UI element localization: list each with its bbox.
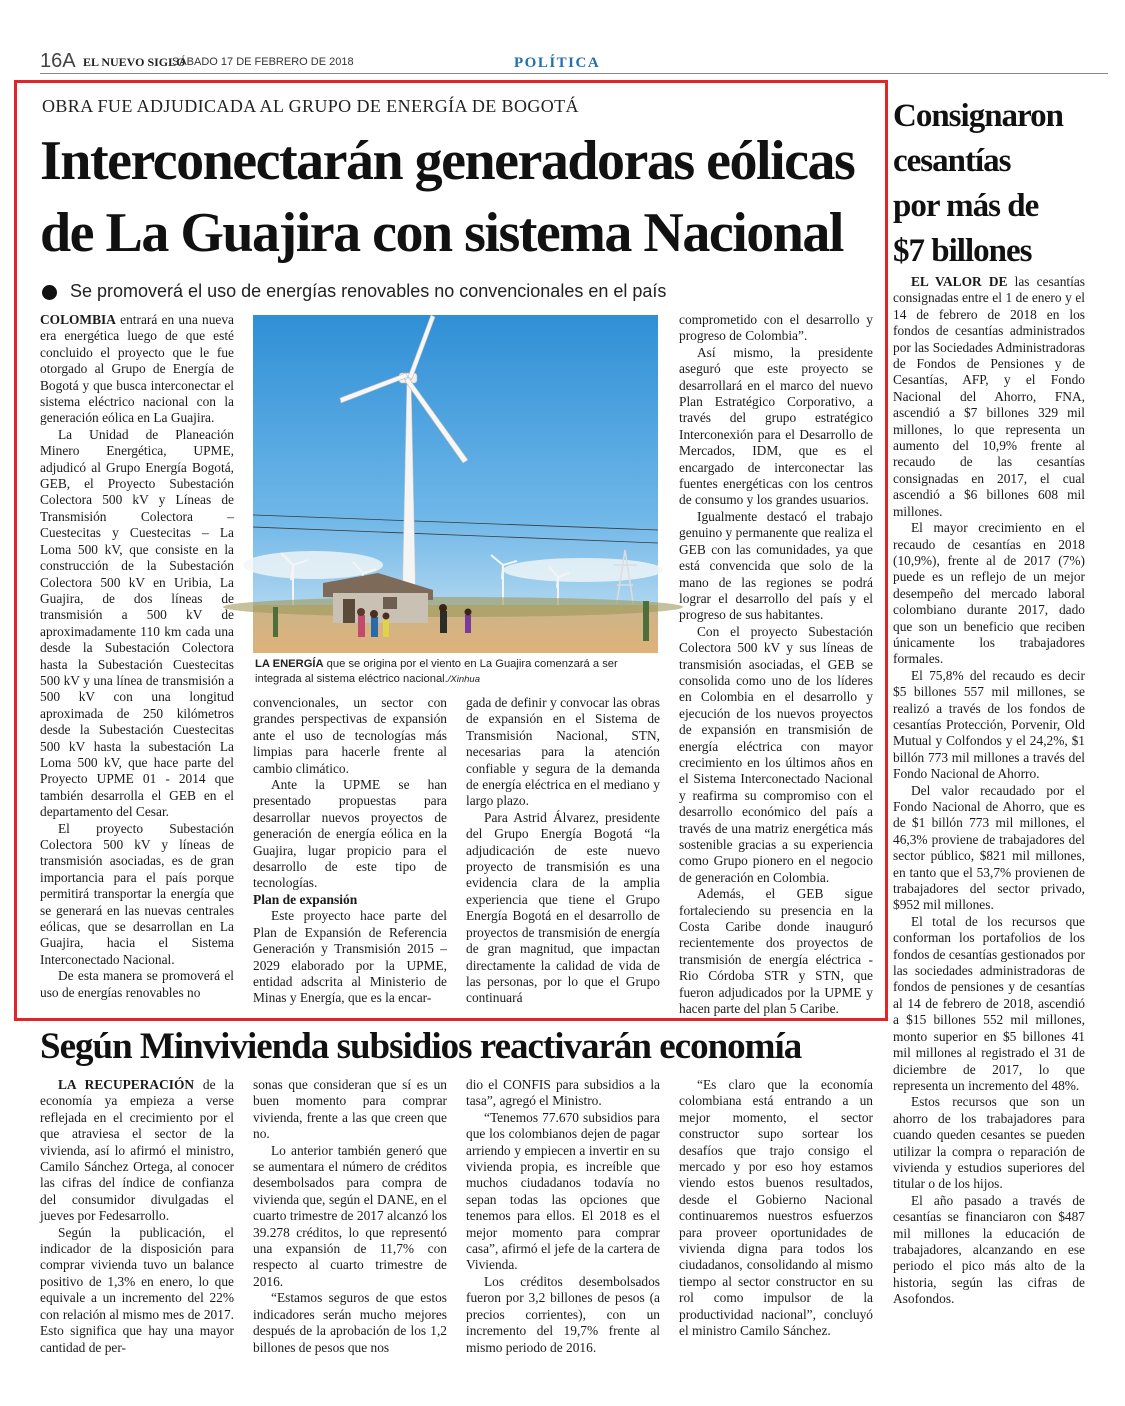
paragraph: dio el CONFIS para subsidios a la tasa”, agregó el Ministro.: [466, 1077, 660, 1109]
side-column: [893, 274, 1085, 1384]
subtitle-bullet-icon: [42, 285, 57, 300]
page-number: 16A: [40, 50, 76, 72]
newspaper-name: EL NUEVO SIGLO: [83, 55, 186, 69]
paragraph: “Tenemos 77.670 subsidios para que los colombianos dejen de pagar arriendo y empiecen a invertir en su vivienda propia, es increíble que muchos ciudadanos todavía no sepan todas las opciones que tenemos para ellos. El 2018 es el mejor momento para comprar casa”, afirmó el jefe de la cartera de Vivienda.: [466, 1109, 660, 1273]
caption-text: que se origina por el viento en La Guajira comenzará a ser integrada al sistema eléctrico nacional.: [255, 658, 618, 685]
paragraph: El proyecto Subestación Colectora 500 kV y líneas de transmisión asociadas, es de gran importancia para el país porque permitirá transportar la energía que se generará en las nuevas centrales eólicas, que se desarrollan en La Guajira, hacia el Sistema Interconectado Nacional.: [40, 820, 234, 967]
paragraph: de la economía ya empieza a verse reflejada en el crecimiento por el que atraviesa el sector de la vivienda, así lo afirmó el ministro, Camilo Sánchez Ortega, al conocer las cifras del índice de confianza del consumidor divulgadas el jueves por Fedesarrollo.: [40, 1077, 234, 1224]
paragraph: entrará en una nueva era energética luego de que esté concluido el proyecto que le fue otorgado al Grupo de Energía de Bogotá y que busca interconectar el sistema eléctrico nacional con la generación eólica en La Guajira.: [40, 312, 234, 426]
subheading: Plan de expansión: [253, 891, 358, 907]
bottom-column-4: [679, 1077, 873, 1397]
paragraph: Este proyecto hace parte del Plan de Expansión de Referencia Generación y Transmisión 2015 – 2029 elaborado por la UPME, entidad adscrita al Ministerio de Minas y Energía, que es la encar-: [253, 908, 447, 1006]
paragraph: Del valor recaudado por el Fondo Nacional de Ahorro, que es de $1 billón 773 mil millones, el 46,3% proviene de trabajadores del sector público, $821 mil millones, en tanto que el 53,7% provienen de trabajadores del sector privado, $952 mil millones.: [893, 782, 1085, 913]
paragraph: Ante la UPME se han presentado propuestas para desarrollar nuevos proyectos de generación de energía eólica en la Guajira, lugar propicio para el desarrollo de este tipo de tecnologías.: [253, 777, 447, 891]
side-headline-line: por más de: [893, 188, 1039, 224]
side-headline-line: Consignaron: [893, 98, 1063, 134]
paragraph: Para Astrid Álvarez, presidente del Grupo Energía Bogotá “la adjudicación de este nuevo proyecto de transmisión es una evidencia clara de la amplia experiencia que tiene el Grupo Energía Bogotá en el desarrollo de proyectos de transmisión de energía de gran magnitud, que impactan directamente la calidad de vida de las personas, por lo que el Grupo continuará: [466, 809, 660, 1006]
lead-word: COLOMBIA: [40, 312, 116, 327]
section-label: POLÍTICA: [514, 55, 601, 71]
paragraph: El total de los recursos que conforman los portafolios de los fondos de cesantías gestionados por las sociedades administradoras de fondos de pensiones y de cesantías al 14 de febrero de 2018, ascendió a $15 billones 552 mil millones, monto superior en $5 billones 41 mil millones al registrado el 31 de diciembre de 2017, lo que representa un incremento del 48%.: [893, 913, 1085, 1093]
article-kicker: OBRA FUE ADJUDICADA AL GRUPO DE ENERGÍA DE BOGOTÁ: [42, 96, 579, 116]
paragraph: las cesantías consignadas entre el 1 de enero y el 14 de febrero de 2018 en los fondos de cesantías administrados por las Sociedades Administradoras de Fondos de Pensiones y de Cesantías, AFP, y el Fondo Nacional del Ahorro, FNA, ascendió a $7 billones 329 mil millones, lo que representa un aumento del 10,9% frente al recaudo de las cesantías consignadas en 2017, el cual ascendió a $6 billones 608 mil millones.: [893, 274, 1085, 519]
paragraph: De esta manera se promoverá el uso de energías renovables no: [40, 968, 234, 1000]
paragraph: gada de definir y convocar las obras de expansión en el Sistema de Transmisión Nacional, STN, necesarias para la atención confiable y segura de la demanda de energía eléctrica en el mediano y largo plazo.: [466, 695, 660, 809]
paragraph: El mayor crecimiento en el recaudo de cesantías en 2018 (10,9%), frente al de 2017 (7%) puede es un reflejo de un mejor desempeño del mercado laboral colombiano durante 2017, dado que son un beneficio que reciben únicamente los trabajadores formales.: [893, 520, 1085, 667]
bottom-column-1: [40, 1077, 234, 1397]
issue-date: SÁBADO 17 DE FEBRERO DE 2018: [172, 56, 354, 68]
paragraph: “Estamos seguros de que estos indicadores serán mucho mejores después de la aprobación de los 1,2 billones de pesos que nos: [253, 1290, 447, 1355]
caption-lead: LA ENERGÍA: [255, 658, 324, 670]
main-column-1: [40, 312, 234, 1000]
paragraph: Lo anterior también generó que se aumentara el número de créditos desembolsados para compra de vivienda que, según el DANE, en el cuarto trimestre de 2017 alcanzó los 39.278 créditos, lo que representó una expansión de 11,7% con respecto al cuarto trimestre de 2016.: [253, 1142, 447, 1289]
bottom-column-2: [253, 1077, 447, 1397]
paragraph: Así mismo, la presidente aseguró que este proyecto se desarrollará en el marco del nuevo Plan Estratégico Corporativo, a través del grupo estratégico Interconexión para el Desarrollo de Mercados, IDM, que es el encargado de interconectar las fuentes energéticas con los centros de consumo y los grandes usuarios.: [679, 344, 873, 508]
paragraph: Según la publicación, el indicador de la disposición para comprar vivienda tuvo un balance positivo de 1,3% en enero, lo que equivale a un incremento del 22% con relación al mismo mes de 2017. Esto significa que hay una mayor cantidad de per-: [40, 1224, 234, 1355]
photo-caption: [255, 657, 655, 687]
article-subtitle: Se promoverá el uso de energías renovables no convencionales en el país: [70, 281, 667, 301]
paragraph: convencionales, un sector con grandes perspectivas de expansión ante el uso de tecnologías más limpias para hacerle frente al cambio climático.: [253, 695, 447, 776]
side-headline: [893, 94, 1103, 274]
wind-turbine-photo: [253, 315, 658, 653]
paragraph: Además, el GEB sigue fortaleciendo su presencia en la Costa Caribe donde inauguró recientemente dos proyectos de transmisión de energía eléctrica - Rio Córdoba STR y STN, que fueron adjudicados por la UPME y hacen parte del plan 5 Caribe.: [679, 886, 873, 1017]
bottom-column-3: [466, 1077, 660, 1397]
header-rule: [40, 73, 1108, 74]
side-headline-line: cesantías: [893, 143, 1011, 179]
headline-line-2: de La Guajira con sistema Nacional: [40, 202, 843, 264]
side-headline-line: $7 billones: [893, 233, 1032, 269]
lead-word: LA RECUPERACIÓN: [58, 1077, 195, 1092]
paragraph: Con el proyecto Subestación Colectora 500 kV y sus líneas de transmisión asociadas, el GEB se consolida como uno de los líderes en Colombia en el desarrollo y ejecución de los nuevos proyectos de expansión en transmisión de energía eléctrica con mayor crecimiento en los últimos años en el Sistema Interconectado Nacional y reafirma su compromiso con el desarrollo económico del país a través de una matriz energética más sostenible gracias a su experiencia como Grupo pionero en el negocio de generación en Colombia.: [679, 623, 873, 885]
paragraph: La Unidad de Planeación Minero Energética, UPME, adjudicó al Grupo Energía Bogotá, GEB, el Proyecto Subestación Colectora 500 kV y Líneas de Transmisión Colectora – Cuestecitas y Cuestecitas – La Loma 500 kV, que consiste en la construcción de la Subestación Colectora 500 kV en Uribia, La Guajira, de dos líneas de transmisión a 500 kV de aproximadamente 110 km cada una desde la Subestación Colectora hasta la Subestación Cuestecitas 500 kV y una línea de transmisión a 500 kV con una longitud aproximada de 250 kilómetros desde la Subestación Cuestecitas 500 kV hasta la subestación La Loma 500 kV, que hace parte del Proyecto UPME 01 - 2014 que también desarrolla el GEB en el departamento del Cesar.: [40, 426, 234, 820]
paragraph: comprometido con el desarrollo y progreso de Colombia”.: [679, 312, 873, 344]
paragraph: Los créditos desembolsados fueron por 3,2 billones de pesos (a precios corrientes), con un incremento del 19,7% frente al mismo periodo de 2016.: [466, 1273, 660, 1355]
headline-line-1: Interconectarán generadoras eólicas: [40, 130, 855, 192]
paragraph: El 75,8% del recaudo es decir $5 billones 557 mil millones, se realizó a través de los fondos de cesantías Protección, Porvenir, Old Mutual y Colfondos y el 24,2%, $1 billón 773 mil millones a través del Fondo Nacional de Ahorro.: [893, 667, 1085, 782]
main-column-4: [679, 312, 873, 1017]
main-column-2: [253, 695, 447, 1006]
paragraph: Igualmente destacó el trabajo genuino y permanente que realiza el GEB con las comunidades, ya que está convencida que solo de la mano de las regiones se podrá lograr el desarrollo del país y el progreso de sus habitantes.: [679, 508, 873, 623]
bottom-headline: Según Minvivienda subsidios reactivarán economía: [40, 1026, 802, 1067]
wind-turbine-illustration: [253, 315, 658, 653]
photo-credit: /Xinhua: [447, 673, 481, 685]
paragraph: El año pasado a través de cesantías se financiaron con $487 mil millones la educación de trabajadores, alcanzando en ese periodo el pico más alto de la historia, según las cifras de Asofondos.: [893, 1192, 1085, 1307]
paragraph: Estos recursos que son un ahorro de los trabajadores para cuando queden cesantes se pueden utilizar la compra o reparación de vivienda y estudios superiores del titular o de los hijos.: [893, 1094, 1085, 1192]
main-column-3: [466, 695, 660, 1006]
paragraph: sonas que consideran que sí es un buen momento para comprar vivienda, frente a las que creen que no.: [253, 1077, 447, 1142]
lead-word: EL VALOR DE: [911, 274, 1008, 289]
paragraph: “Es claro que la economía colombiana está entrando a un mejor momento, el sector constructor supo sortear los desafíos que trajo consigo el mercado y por eso hoy estamos viendo estos buenos resultados, desde el Gobierno Nacional continuaremos nuestros esfuerzos para proveer oportunidades de vivienda digna para todos los ciudadanos, consolidando al mismo tiempo al sector constructor en su rol como impulsor de la productividad nacional”, concluyó el ministro Camilo Sánchez.: [679, 1077, 873, 1339]
